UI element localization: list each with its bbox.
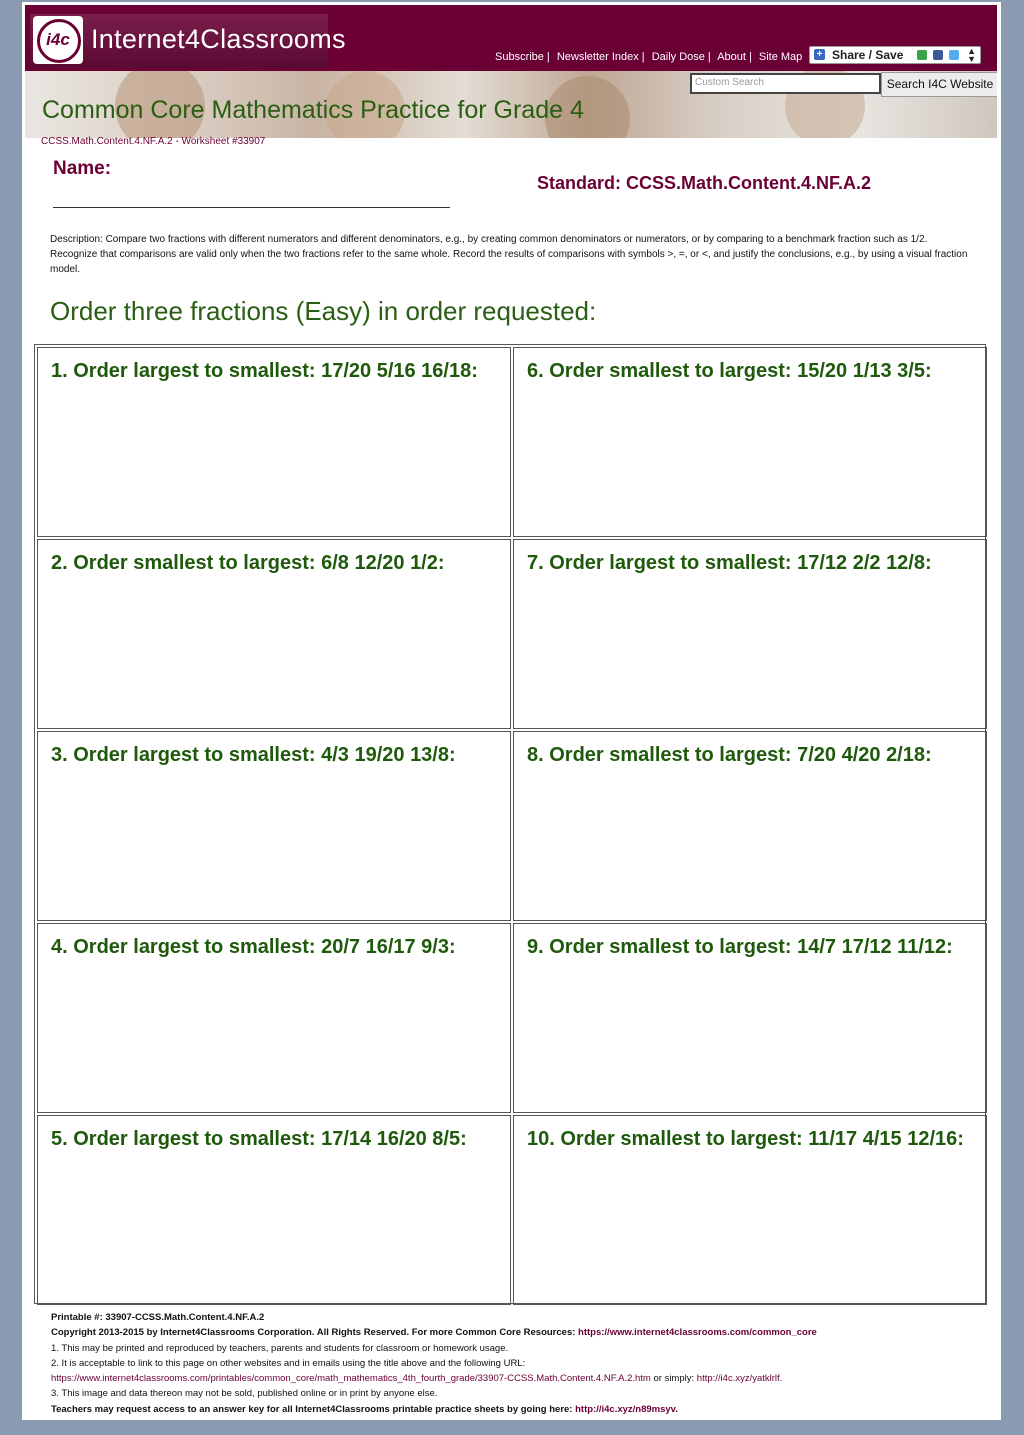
- common-core-link[interactable]: https://www.internet4classrooms.com/common_core: [578, 1327, 817, 1339]
- question-text: 2. Order smallest to largest: 6/8 12/20 1/2:: [51, 552, 445, 574]
- twitter-icon: [949, 50, 959, 60]
- logo-badge-text: i4c: [46, 30, 70, 49]
- search-input[interactable]: Custom Search: [690, 73, 881, 94]
- url-line: [51, 1371, 981, 1386]
- question-text: 10. Order smallest to largest: 11/17 4/15 12/16:: [527, 1128, 964, 1150]
- share-save-label: Share / Save: [832, 48, 904, 62]
- nav-about[interactable]: About: [717, 51, 746, 63]
- answer-key-text: Teachers may request access to an answer key for all Internet4Classrooms printable practice sheets by going here:: [51, 1403, 576, 1415]
- site-logo[interactable]: [30, 14, 346, 68]
- question-cell-2: [37, 539, 511, 729]
- worksheet-reference: CCSS.Math.Content.4.NF.A.2 - Worksheet #33907: [41, 136, 266, 147]
- url-end: .: [779, 1373, 783, 1385]
- share-save-button[interactable]: [809, 46, 981, 64]
- worksheet-url-link[interactable]: https://www.internet4classrooms.com/printables/common_core/math_mathematics_4th_fourth_grade/33907-CCSS.Math.Content.4.NF.A.2.htm: [51, 1373, 651, 1385]
- worksheet-page: [22, 2, 1001, 1420]
- name-line: [53, 207, 450, 208]
- plus-icon: +: [814, 49, 825, 60]
- question-grid: [34, 344, 986, 1304]
- question-cell-10: [513, 1115, 987, 1305]
- nav-subscribe[interactable]: Subscribe: [495, 51, 544, 63]
- facebook-icon: [933, 50, 943, 60]
- question-cell-9: [513, 923, 987, 1113]
- name-label: Name:: [53, 158, 112, 179]
- question-cell-7: [513, 539, 987, 729]
- answer-key-note: [51, 1402, 981, 1417]
- standard-label: Standard: CCSS.Math.Content.4.NF.A.2: [537, 173, 872, 193]
- footer: [51, 1310, 981, 1417]
- chevron-updown-icon: ▲ ▼: [967, 46, 976, 64]
- site-header: [25, 5, 997, 71]
- question-text: 5. Order largest to smallest: 17/14 16/20 8/5:: [51, 1128, 467, 1150]
- printable-number: Printable #: 33907-CCSS.Math.Content.4.NF.A.2: [51, 1312, 265, 1323]
- question-text: 3. Order largest to smallest: 4/3 19/20 13/8:: [51, 744, 456, 766]
- question-cell-1: [37, 347, 511, 537]
- nav-daily-dose[interactable]: Daily Dose: [651, 51, 705, 63]
- question-cell-4: [37, 923, 511, 1113]
- copyright: [51, 1325, 981, 1340]
- copyright-text: Copyright 2013-2015 by Internet4Classrooms Corporation. All Rights Reserved. For more Common Core Resources:: [51, 1327, 579, 1339]
- question-cell-8: [513, 731, 987, 921]
- question-text: 9. Order smallest to largest: 14/7 17/12 11/12:: [527, 936, 953, 958]
- usage-note-1: 1. This may be printed and reproduced by teachers, parents and students for classroom or homework usage.: [51, 1342, 509, 1354]
- page-title: Common Core Mathematics Practice for Grade 4: [42, 96, 584, 124]
- url-separator: or simply:: [650, 1373, 697, 1385]
- nav-newsletter-index[interactable]: Newsletter Index: [556, 51, 639, 63]
- question-cell-6: [513, 347, 987, 537]
- email-share-icon: [917, 50, 927, 60]
- question-text: 4. Order largest to smallest: 20/7 16/17 9/3:: [51, 936, 456, 958]
- logo-text: Internet4Classrooms: [91, 24, 346, 54]
- answer-key-end: .: [675, 1403, 678, 1415]
- standard-description: Description: Compare two fractions with different numerators and different denominators, e.g., by creating common denominators or numerators, or by comparing to a benchmark fraction such as 1/2. Recognize that comparisons are valid only when the two fractions refer to the same whole. Record the results of comparisons with symbols >, =, or <, and justify the conclusions, e.g., by using a visual fraction model.: [50, 234, 968, 275]
- question-cell-5: [37, 1115, 511, 1305]
- question-cell-3: [37, 731, 511, 921]
- logo-badge-icon: [33, 16, 83, 64]
- answer-key-link[interactable]: http://i4c.xyz/n89msyv: [575, 1403, 676, 1415]
- question-text: 8. Order smallest to largest: 7/20 4/20 2/18:: [527, 744, 932, 766]
- question-text: 7. Order largest to smallest: 17/12 2/2 12/8:: [527, 552, 932, 574]
- usage-note-2: 2. It is acceptable to link to this page on other websites and in emails using the title above and the following URL:: [51, 1357, 526, 1369]
- top-nav: Subscribe | Newsletter Index | Daily Dose | About | Site Map: [495, 51, 803, 63]
- usage-note-3: 3. This image and data thereon may not be sold, published online or in print by anyone else.: [51, 1388, 438, 1400]
- search-button[interactable]: Search I4C Website: [881, 72, 997, 97]
- nav-site-map[interactable]: Site Map: [758, 51, 803, 63]
- short-url-link[interactable]: http://i4c.xyz/yatklrlf: [696, 1373, 780, 1385]
- question-text: 6. Order smallest to largest: 15/20 1/13 3/5:: [527, 360, 932, 382]
- question-text: 1. Order largest to smallest: 17/20 5/16 16/18:: [51, 360, 478, 382]
- section-title: Order three fractions (Easy) in order requested:: [50, 296, 597, 326]
- header-banner: [25, 71, 997, 138]
